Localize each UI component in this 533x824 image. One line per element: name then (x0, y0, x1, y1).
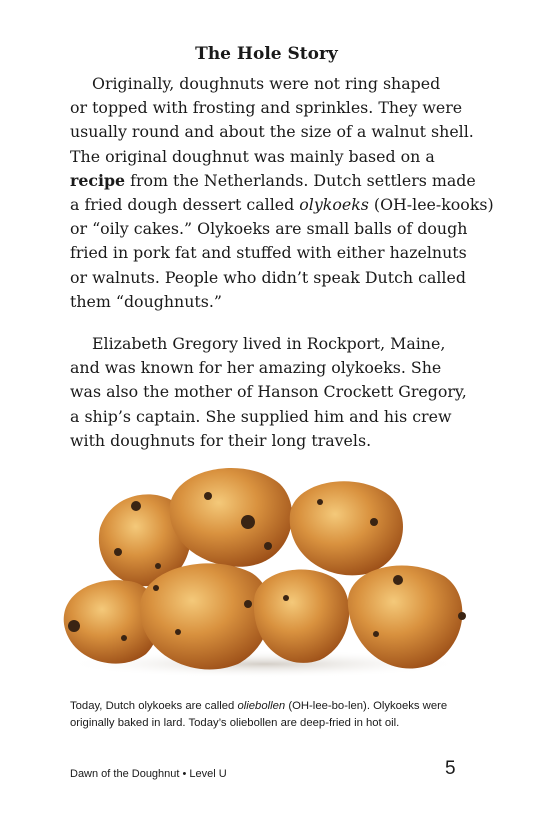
text-line: with doughnuts for their long travels. (70, 430, 372, 450)
foreign-term-oliebollen: oliebollen (237, 700, 286, 712)
text-line: usually round and about the size of a walnut shell. (70, 122, 474, 142)
text-line: Elizabeth Gregory lived in Rockport, Maine, (92, 334, 446, 353)
paragraph-origin (70, 72, 510, 314)
caption-line: Today, Dutch olykoeks are called oliebollen (OH-lee-bo-len). Olykoeks were (70, 700, 448, 712)
oliebollen-photo (58, 456, 470, 681)
text-line: them “doughnuts.” (70, 291, 222, 311)
oliebol (290, 481, 403, 575)
text-line: and was known for her amazing olykoeks. She (70, 358, 442, 378)
text-line: or walnuts. People who didn’t speak Dutch called (70, 267, 466, 287)
paragraph-elizabeth-gregory (70, 332, 510, 453)
oliebol (254, 570, 349, 663)
text-line: or topped with frosting and sprinkles. They were (70, 98, 463, 118)
glossary-term-recipe: recipe (70, 170, 126, 190)
text-line: was also the mother of Hanson Crockett Gregory, (70, 382, 467, 402)
text-line: or “oily cakes.” Olykoeks are small balls of dough (70, 219, 468, 239)
text-line: a fried dough dessert called olykoeks (OH-lee-kooks) (70, 195, 494, 215)
photo-caption (70, 698, 490, 732)
text-line: a ship’s captain. She supplied him and his crew (70, 406, 452, 426)
text-line: Originally, doughnuts were not ring shaped (92, 74, 441, 93)
text-line: The original doughnut was mainly based on a (70, 146, 435, 166)
book-footer: Dawn of the Doughnut • Level U (70, 768, 227, 780)
text-line: recipe from the Netherlands. Dutch settlers made (70, 170, 476, 190)
foreign-term-olykoeks: olykoeks (299, 195, 369, 215)
text-line: fried in pork fat and stuffed with either hazelnuts (70, 243, 467, 263)
page-title: The Hole Story (195, 44, 338, 64)
caption-line: originally baked in lard. Today’s oliebollen are deep-fried in hot oil. (70, 717, 400, 729)
page-number: 5 (445, 758, 456, 779)
